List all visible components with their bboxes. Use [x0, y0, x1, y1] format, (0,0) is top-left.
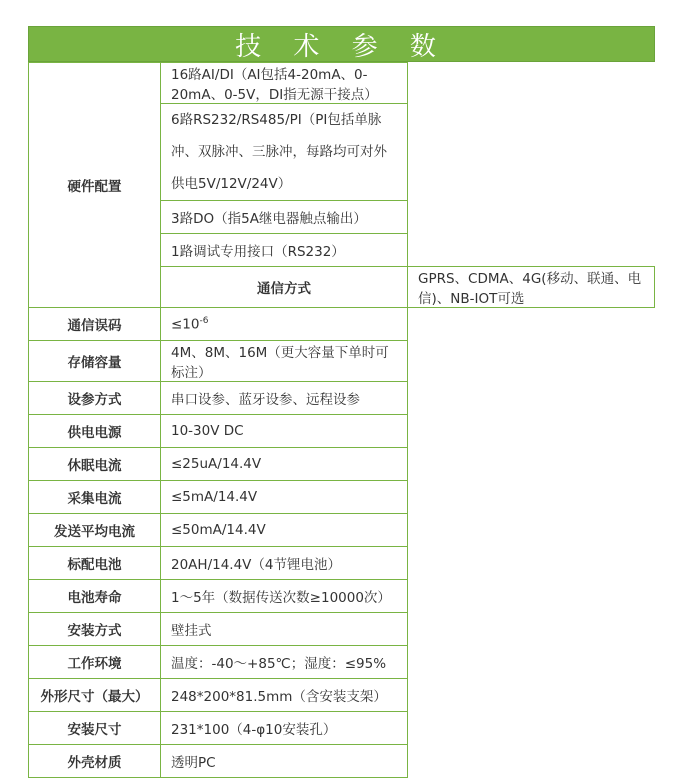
table-row: [29, 382, 655, 415]
row-value: 温度：-40～+85℃；湿度：≤95%: [161, 646, 408, 679]
row-label: 安装方式: [29, 613, 161, 646]
table-row: [29, 580, 655, 613]
row-label: 外形尺寸（最大）: [29, 679, 161, 712]
row-label: 采集电流: [29, 481, 161, 514]
row-value: 透明PC: [161, 745, 408, 778]
table-row: [29, 679, 655, 712]
table-row: [29, 514, 655, 547]
row-label: 休眠电流: [29, 448, 161, 481]
row-label: 电池寿命: [29, 580, 161, 613]
row-value: 壁挂式: [161, 613, 408, 646]
row-value: 248*200*81.5mm（含安装支架）: [161, 679, 408, 712]
row-value: [161, 308, 408, 341]
row-label: 通信误码: [29, 308, 161, 341]
table-row: [29, 547, 655, 580]
spec-table: [28, 62, 655, 778]
row-value: GPRS、CDMA、4G(移动、联通、电信)、NB-IOT可选: [408, 267, 655, 308]
row-value: 231*100（4-φ10安装孔）: [161, 712, 408, 745]
row-value: ≤25uA/14.4V: [161, 448, 408, 481]
table-row: [29, 646, 655, 679]
ber-base: ≤10: [171, 316, 200, 333]
row-label: 标配电池: [29, 547, 161, 580]
spec-rows: [29, 341, 655, 778]
row-value: ≤5mA/14.4V: [161, 481, 408, 514]
row-label: 存储容量: [29, 341, 161, 382]
table-row: [29, 63, 655, 104]
row-value: 串口设参、蓝牙设参、远程设参: [161, 382, 408, 415]
row-label-hardware: 硬件配置: [29, 63, 161, 308]
row-label: 外壳材质: [29, 745, 161, 778]
row-label: 安装尺寸: [29, 712, 161, 745]
ber-exponent: -6: [199, 315, 209, 326]
row-value: 1～5年（数据传送次数≥10000次）: [161, 580, 408, 613]
row-value: 20AH/14.4V（4节锂电池）: [161, 547, 408, 580]
spec-title: 技 术 参 数: [28, 26, 655, 62]
table-row: [29, 415, 655, 448]
table-row: [29, 613, 655, 646]
row-label: 发送平均电流: [29, 514, 161, 547]
row-label: 设参方式: [29, 382, 161, 415]
row-label: 通信方式: [161, 267, 408, 308]
row-value: 16路AI/DI（AI包括4-20mA、0-20mA、0-5V，DI指无源干接点）: [161, 63, 408, 104]
table-row: [29, 308, 655, 341]
spec-sheet: [28, 26, 655, 778]
table-row: [29, 481, 655, 514]
table-row: [29, 341, 655, 382]
row-value: 6路RS232/RS485/PI（PI包括单脉冲、双脉冲、三脉冲，每路均可对外供电5V/12V/24V）: [161, 104, 408, 201]
row-label: 工作环境: [29, 646, 161, 679]
row-value: ≤50mA/14.4V: [161, 514, 408, 547]
row-value: 10-30V DC: [161, 415, 408, 448]
row-value: 3路DO（指5A继电器触点输出）: [161, 201, 408, 234]
table-row: [29, 712, 655, 745]
table-row: [29, 448, 655, 481]
table-row: [29, 745, 655, 778]
row-label: 供电电源: [29, 415, 161, 448]
row-value: 1路调试专用接口（RS232）: [161, 234, 408, 267]
row-value: 4M、8M、16M（更大容量下单时可标注）: [161, 341, 408, 382]
